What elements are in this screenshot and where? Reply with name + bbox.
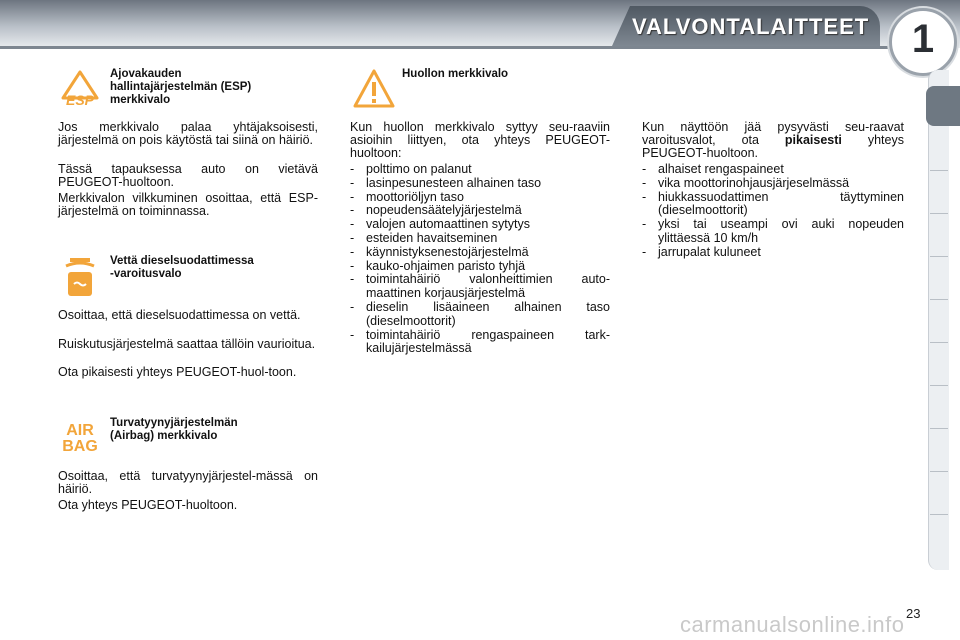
intro-text: Kun näyttöön jää pysyvästi seu-raavat varoitusvalot, ota [642, 120, 904, 148]
chapter-tab-active[interactable] [926, 86, 960, 126]
chapter-tab-divider [930, 256, 948, 257]
esp-heading [110, 68, 320, 107]
chapter-tab-strip [928, 70, 949, 570]
list-item: - dieselin lisäaineen alhainen taso (dieselmoottorit) [350, 301, 610, 329]
diesel-paragraph: Osoittaa, että dieselsuodattimessa on vettä. [58, 308, 301, 322]
esp-warning-icon [60, 70, 100, 112]
airbag-icon-label: BAG [62, 438, 98, 455]
watermark: carmanualsonline.info [680, 612, 905, 637]
chapter-badge [889, 8, 957, 76]
page-title: VALVONTALAITTEET [632, 14, 870, 39]
urgent-warning-list [642, 163, 904, 260]
diesel-paragraph: Ota pikaisesti yhteys PEUGEOT-huol-toon. [58, 365, 297, 379]
water-in-diesel-filter-icon [62, 256, 98, 300]
chapter-tab-divider [930, 213, 948, 214]
esp-paragraph: Jos merkkivalo palaa yhtäjaksoisesti, järjestelmä on pois käytöstä tai siinä on häiriö. [58, 120, 318, 148]
chapter-tab-divider [930, 385, 948, 386]
service-warning-list [350, 163, 610, 356]
airbag-heading-line: Turvatyynyjärjestelmän [110, 417, 238, 429]
list-item: - alhaiset rengaspaineet [642, 163, 904, 177]
airbag-heading-line: (Airbag) merkkivalo [110, 430, 218, 442]
service-intro: Kun huollon merkkivalo syttyy seu-raaviin asioihin liittyen, ota yhteys PEUGEOT-huoltoon: [350, 120, 610, 161]
airbag-icon [60, 423, 100, 457]
chapter-tab-divider [930, 428, 948, 429]
diesel-heading [110, 255, 320, 281]
chapter-tab-divider [930, 299, 948, 300]
list-item: - esteiden havaitseminen [350, 232, 610, 246]
list-item: - yksi tai useampi ovi auki nopeuden ylittäessä 10 km/h [642, 218, 904, 246]
diesel-heading-line: Vettä dieselsuodattimessa [110, 255, 254, 267]
chapter-number: 1 [911, 17, 935, 61]
list-item: - jarrupalat kuluneet [642, 246, 904, 260]
diesel-paragraph: Ruiskutusjärjestelmä saattaa tällöin vaurioitua. [58, 337, 316, 351]
esp-heading-line: hallintajärjestelmän (ESP) [110, 81, 252, 93]
esp-paragraph: Merkkivalon vilkkuminen osoittaa, että ESP-järjestelmä on toiminnassa. [58, 191, 318, 219]
list-item: - kauko-ohjaimen paristo tyhjä [350, 260, 610, 274]
list-item: - moottoriöljyn taso [350, 191, 610, 205]
esp-paragraph: Tässä tapauksessa auto on vietävä PEUGEOT-huoltoon. [58, 162, 318, 190]
list-item: - lasinpesunesteen alhainen taso [350, 177, 610, 191]
intro-emphasis: pikaisesti [784, 133, 842, 148]
list-item: - vika moottorinohjausjärjeselmässä [642, 177, 904, 191]
chapter-tab-divider [930, 471, 948, 472]
list-item: - polttimo on palanut [350, 163, 610, 177]
list-item: - hiukkassuodattimen täyttyminen (dieselmoottorit) [642, 191, 904, 219]
diesel-heading-line: -varoitusvalo [110, 268, 182, 280]
service-heading: Huollon merkkivalo [402, 68, 509, 80]
intro-text: yhteys PEUGEOT-huoltoon. [642, 133, 904, 161]
esp-icon-label: ESP [65, 92, 94, 108]
page-number: 23 [906, 606, 921, 621]
airbag-paragraph: Osoittaa, että turvatyynyjärjestel-mässä on häiriö. [58, 469, 318, 497]
airbag-heading [110, 417, 320, 443]
airbag-paragraph: Ota yhteys PEUGEOT-huoltoon. [58, 498, 238, 512]
list-item: - nopeudensäätelyjärjestelmä [350, 204, 610, 218]
chapter-tab-divider [930, 170, 948, 171]
service-intro-urgent [642, 121, 904, 161]
list-item: - valojen automaattinen sytytys [350, 218, 610, 232]
esp-heading-line: Ajovakauden [110, 68, 182, 80]
header-divider [0, 46, 900, 49]
chapter-tab-divider [930, 342, 948, 343]
esp-heading-line: merkkivalo [110, 94, 171, 106]
list-item: - toimintahäiriö rengaspaineen tark-kailujärjestelmässä [350, 329, 610, 357]
service-warning-triangle-icon [352, 68, 396, 110]
list-item: - käynnistyksenestojärjestelmä [350, 246, 610, 260]
list-item: - toimintahäiriö valonheittimien auto-maattinen korjausjärjestelmä [350, 273, 610, 301]
chapter-tab-divider [930, 514, 948, 515]
airbag-icon-label: AIR [66, 422, 94, 439]
